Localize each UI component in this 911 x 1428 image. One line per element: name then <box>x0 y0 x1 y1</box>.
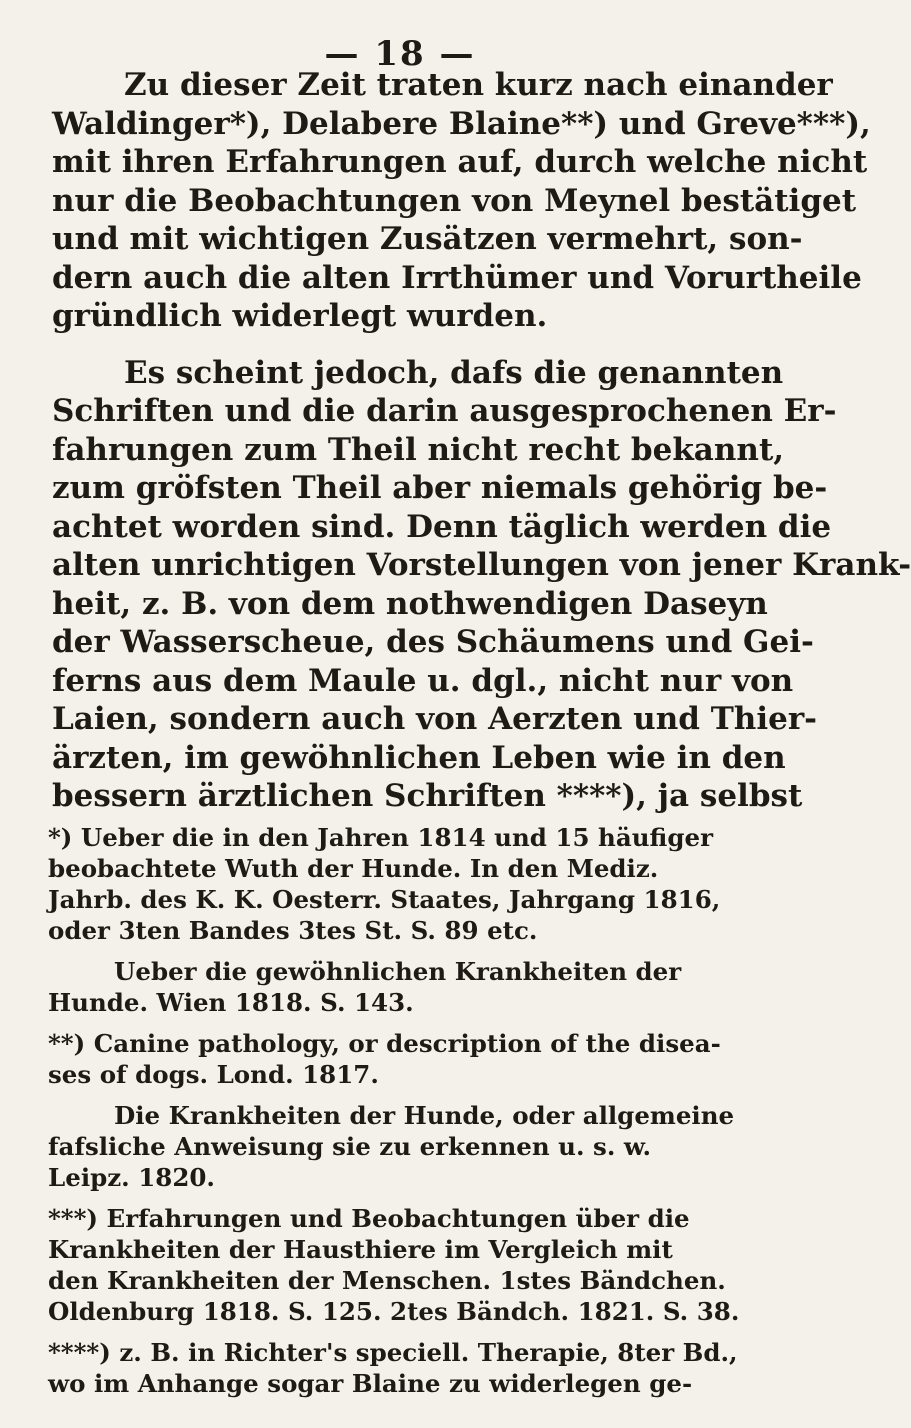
footnote-line: Ueber die gewöhnlichen Krankheiten der <box>114 957 682 986</box>
footnote-line: den Krankheiten der Menschen. 1stes Bändchen. <box>48 1266 726 1295</box>
footnote-line: wo im Anhange sogar Blaine zu widerlegen ge- <box>48 1369 693 1398</box>
text-line: nur die Beobachtungen von Meynel bestätiget <box>52 182 857 219</box>
page-number: — 18 — <box>324 34 476 74</box>
text-line: zum gröfsten Theil aber niemals gehörig be- <box>52 470 828 506</box>
text-line: mit ihren Erfahrungen auf, durch welche nicht <box>52 144 868 180</box>
text-line: alten unrichtigen Vorstellungen von jener Krank- <box>52 547 911 583</box>
footnote-line: fafsliche Anweisung sie zu erkennen u. s. w. <box>48 1132 652 1161</box>
footnote-line: Die Krankheiten der Hunde, oder allgemeine <box>114 1101 735 1130</box>
footnote-line: Hunde. Wien 1818. S. 143. <box>48 988 414 1017</box>
text-line: achtet worden sind. Denn täglich werden die <box>52 508 832 545</box>
footnote-line: ***) Erfahrungen und Beobachtungen über die <box>48 1204 690 1233</box>
text-line: ärzten, im gewöhnlichen Leben wie in den <box>52 739 786 776</box>
text-line: Zu dieser Zeit traten kurz nach einander <box>124 67 833 103</box>
text-line: der Wasserscheue, des Schäumens und Gei- <box>52 624 814 660</box>
footnote-line: Krankheiten der Hausthiere im Vergleich mit <box>48 1235 673 1264</box>
footnote-line: *) Ueber die in den Jahren 1814 und 15 häufiger <box>48 823 713 852</box>
text-line: Schriften und die darin ausgesprochenen Er- <box>52 393 837 429</box>
footnote-line: ****) z. B. in Richter's speciell. Therapie, 8ter Bd., <box>48 1338 738 1367</box>
text-line: Es scheint jedoch, dafs die genannten <box>124 354 784 391</box>
footnote-line: **) Canine pathology, or description of the disea- <box>48 1029 721 1058</box>
footnote-line: oder 3ten Bandes 3tes St. S. 89 etc. <box>48 916 538 945</box>
text-line: bessern ärztlichen Schriften ****), ja selbst <box>52 778 803 814</box>
footnote-line: ses of dogs. Lond. 1817. <box>48 1060 379 1089</box>
text-line: gründlich widerlegt wurden. <box>52 298 548 334</box>
text-line: Waldinger*), Delabere Blaine**) und Greve***), <box>52 105 871 142</box>
text-line: dern auch die alten Irrthümer und Vorurtheile <box>52 259 862 296</box>
text-line: fahrungen zum Theil nicht recht bekannt, <box>52 431 785 468</box>
footnote-line: Oldenburg 1818. S. 125. 2tes Bändch. 1821. S. 38. <box>48 1297 740 1326</box>
text-line: ferns aus dem Maule u. dgl., nicht nur von <box>52 662 794 699</box>
text-line: und mit wichtigen Zusätzen vermehrt, son- <box>52 221 803 257</box>
footnotes <box>48 822 778 1399</box>
body-text <box>52 66 911 816</box>
text-line: Laien, sondern auch von Aerzten und Thier- <box>52 701 818 737</box>
footnote-line: beobachtete Wuth der Hunde. In den Mediz. <box>48 854 659 883</box>
footnote-line: Leipz. 1820. <box>48 1163 215 1192</box>
text-line: heit, z. B. von dem nothwendigen Daseyn <box>52 585 768 622</box>
footnote-line: Jahrb. des K. K. Oesterr. Staates, Jahrgang 1816, <box>48 885 721 914</box>
